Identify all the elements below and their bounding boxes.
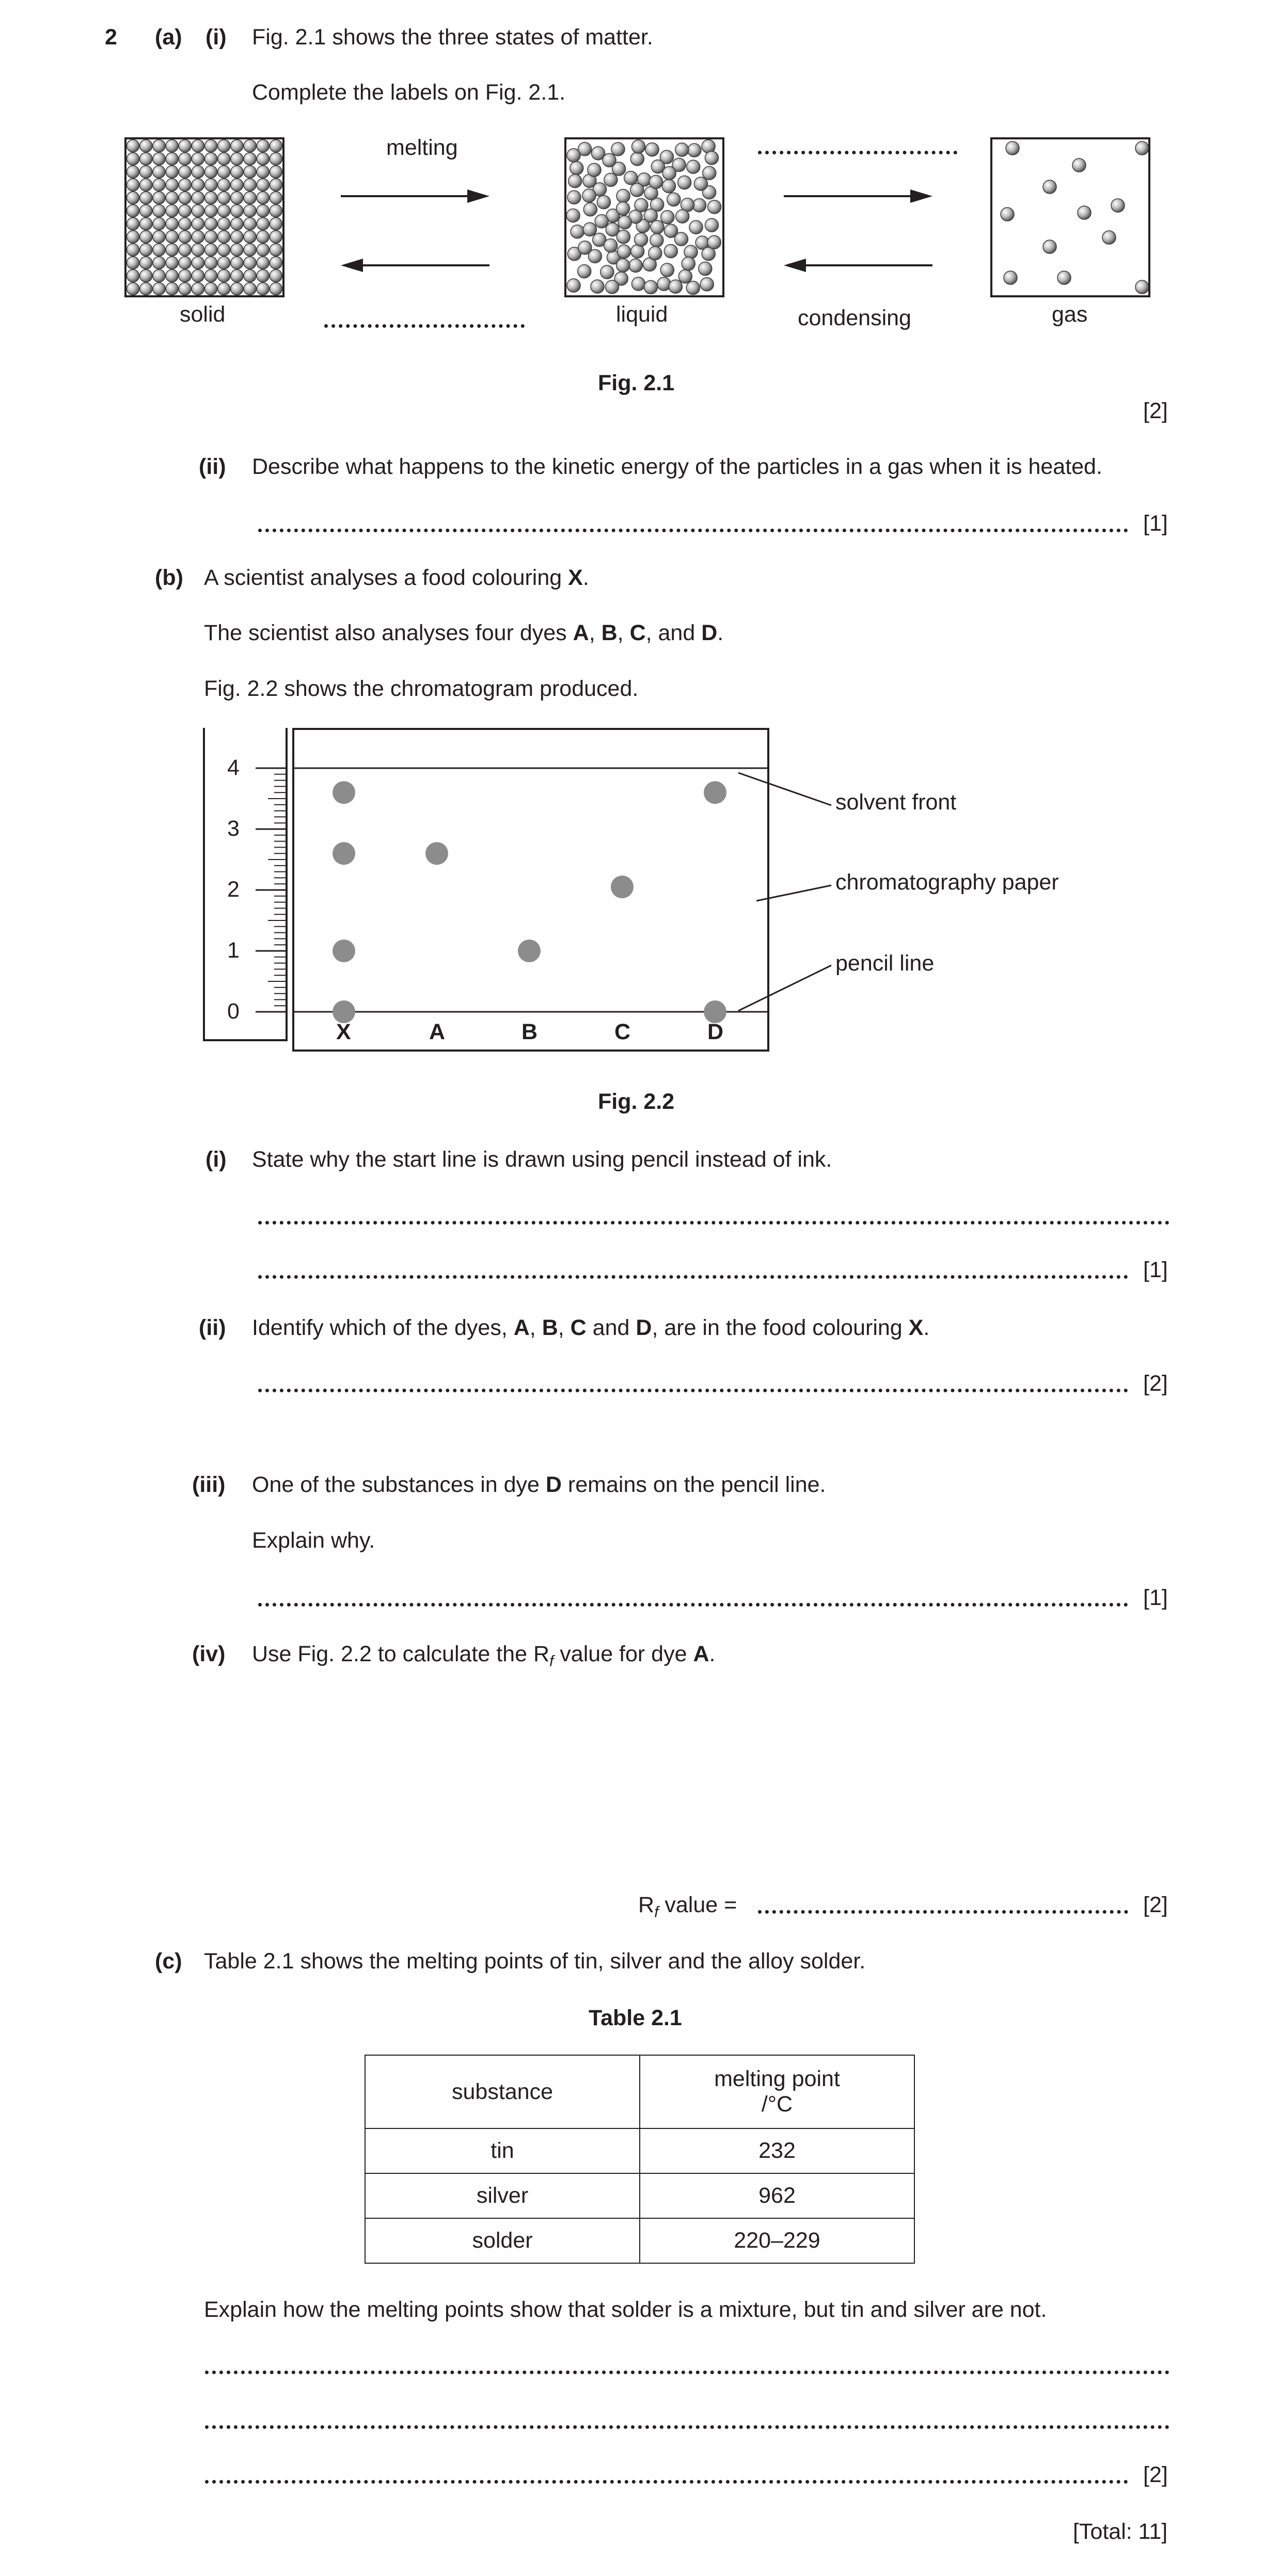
part-c-explain: Explain how the melting points show that solder is a mixture, but tin and silver are not. bbox=[204, 2297, 1047, 2322]
spots bbox=[333, 781, 726, 1023]
part-c-label: (c) bbox=[155, 1949, 182, 1974]
spot-d bbox=[704, 781, 726, 804]
part-b-i-text: State why the start line is drawn using pencil instead of ink. bbox=[252, 1147, 832, 1172]
part-b-iii-text: One of the substances in dye D remains on the pencil line. bbox=[252, 1472, 826, 1497]
mark-b-iii: [1] bbox=[1143, 1585, 1168, 1610]
header-substance: substance bbox=[365, 2055, 640, 2128]
label-chromatography-paper: chromatography paper bbox=[835, 870, 1059, 895]
part-b-label: (b) bbox=[155, 565, 183, 590]
spot-a bbox=[425, 842, 448, 865]
header-melting-point: melting point /°C bbox=[640, 2055, 914, 2128]
table-2-1-title: Table 2.1 bbox=[589, 2006, 682, 2030]
part-b-i-label: (i) bbox=[205, 1147, 227, 1172]
fig-2-2-caption: Fig. 2.2 bbox=[598, 1089, 675, 1114]
chromatography-paper-rect bbox=[293, 729, 768, 1051]
part-b-line3: Fig. 2.2 shows the chromatogram produced. bbox=[204, 676, 639, 701]
spot-x bbox=[333, 940, 355, 962]
ruler-tick-label: 3 bbox=[227, 816, 240, 841]
mark-b-iv: [2] bbox=[1143, 1893, 1168, 1917]
mark-c: [2] bbox=[1143, 2462, 1168, 2487]
mark-a-i: [2] bbox=[1143, 399, 1168, 423]
question-number: 2 bbox=[105, 25, 117, 50]
ruler-tick-label: 2 bbox=[227, 877, 240, 902]
part-b-iii-line2: Explain why. bbox=[252, 1528, 375, 1553]
label-liquid: liquid bbox=[616, 302, 668, 327]
leader-pencil-line bbox=[738, 965, 831, 1011]
leader-solvent-front bbox=[738, 773, 831, 805]
cell-melting-point: 962 bbox=[640, 2173, 914, 2218]
cell-substance: solder bbox=[365, 2218, 640, 2263]
ruler-tick-label: 1 bbox=[227, 938, 240, 963]
lane-label: B bbox=[521, 1020, 538, 1044]
ruler-tick-label: 4 bbox=[227, 755, 240, 780]
label-pencil-line: pencil line bbox=[835, 951, 935, 976]
label-solvent-front: solvent front bbox=[835, 790, 957, 815]
part-b-iii-label: (iii) bbox=[192, 1472, 226, 1497]
part-b-iv-label: (iv) bbox=[192, 1642, 226, 1666]
part-b-iv-text: Use Fig. 2.2 to calculate the $R_f$ value for dye A. bbox=[252, 1642, 716, 1670]
part-a-i-line1: Fig. 2.1 shows the three states of matter. bbox=[252, 25, 653, 50]
part-b-line2: The scientist also analyses four dyes A, B, C, and D. bbox=[204, 621, 724, 645]
cell-melting-point: 220–229 bbox=[640, 2218, 914, 2263]
answer-line-c-2[interactable] bbox=[205, 2425, 1169, 2429]
answer-line-b-i-1[interactable] bbox=[258, 1221, 1169, 1225]
cell-melting-point: 232 bbox=[640, 2128, 914, 2173]
spot-c bbox=[611, 876, 634, 898]
part-c-text: Table 2.1 shows the melting points of tin, silver and the alloy solder. bbox=[204, 1949, 866, 1974]
answer-line-b-iii[interactable] bbox=[258, 1603, 1128, 1607]
fig-2-1-caption: Fig. 2.1 bbox=[598, 371, 675, 395]
table-2-1 bbox=[365, 2055, 915, 2264]
total-marks: [Total: 11] bbox=[1073, 2519, 1168, 2544]
answer-line-c-1[interactable] bbox=[205, 2371, 1169, 2374]
cell-substance: tin bbox=[365, 2128, 640, 2173]
spot-x bbox=[333, 781, 355, 804]
part-a-label: (a) bbox=[155, 25, 182, 50]
label-condensing: condensing bbox=[798, 306, 911, 330]
answer-line-c-3[interactable] bbox=[205, 2480, 1128, 2484]
ruler-ticks bbox=[256, 768, 287, 1012]
table-row bbox=[365, 2218, 914, 2263]
answer-line-b-ii[interactable] bbox=[258, 1389, 1128, 1392]
spot-x bbox=[333, 842, 355, 865]
answer-line-rf[interactable] bbox=[758, 1910, 1128, 1914]
part-b-ii-label: (ii) bbox=[199, 1315, 226, 1340]
lane-label: A bbox=[429, 1020, 446, 1044]
mark-b-ii: [2] bbox=[1143, 1371, 1168, 1396]
part-b-ii-text: Identify which of the dyes, A, B, C and D, are in the food colouring X. bbox=[252, 1315, 930, 1340]
part-b-line1: A scientist analyses a food colouring X. bbox=[204, 565, 589, 590]
lane-label: D bbox=[707, 1020, 724, 1044]
answer-line-b-i-2[interactable] bbox=[258, 1275, 1128, 1279]
table-row bbox=[365, 2128, 914, 2173]
ruler-tick-label: 0 bbox=[227, 999, 240, 1024]
table-row bbox=[365, 2173, 914, 2218]
fig-2-2 bbox=[0, 0, 1281, 1084]
mark-b-i: [1] bbox=[1143, 1258, 1168, 1282]
spot-b bbox=[518, 940, 541, 962]
cell-substance: silver bbox=[365, 2173, 640, 2218]
rf-answer-label: $R_f$ value = bbox=[638, 1893, 737, 1921]
lane-label: C bbox=[614, 1020, 631, 1044]
label-melting: melting bbox=[386, 135, 458, 160]
part-a-i-label: (i) bbox=[205, 25, 227, 50]
label-gas: gas bbox=[1052, 302, 1088, 327]
lane-label: X bbox=[336, 1020, 351, 1044]
label-solid: solid bbox=[180, 302, 226, 327]
part-a-ii-text: Describe what happens to the kinetic energy of the particles in a gas when it is heated. bbox=[252, 454, 1102, 479]
part-a-i-line2: Complete the labels on Fig. 2.1. bbox=[252, 80, 566, 105]
part-a-ii-label: (ii) bbox=[199, 454, 226, 479]
mark-a-ii: [1] bbox=[1143, 511, 1168, 536]
